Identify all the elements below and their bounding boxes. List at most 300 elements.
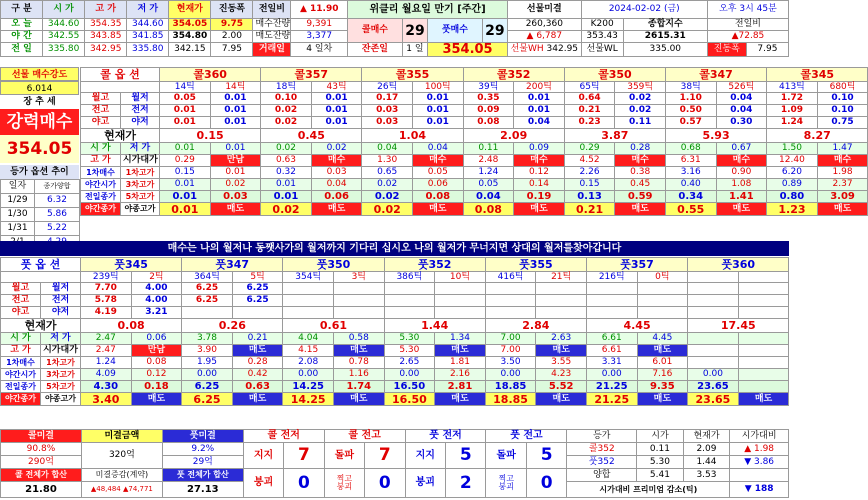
goga-value: 0.63: [261, 155, 312, 167]
lvl-label2: 5차고가: [121, 191, 160, 203]
goga-value: 2.48: [463, 155, 514, 167]
lvl-value: 0.00: [586, 369, 637, 381]
block-v2: 0: [284, 469, 324, 498]
tick-count-2: 200틱: [514, 82, 565, 93]
level-value: [485, 307, 536, 319]
lvl-value: 0.12: [131, 369, 182, 381]
level-value: 6.25: [232, 283, 283, 295]
trend-label: 장 추 세: [23, 97, 56, 107]
level-value: 0.01: [412, 117, 463, 129]
l4-signal: 매도: [311, 203, 362, 216]
eq-sgdb-label: 시가대비: [730, 430, 789, 443]
call-options-table: [80, 67, 868, 216]
lvl-value: 1.16: [333, 369, 384, 381]
l4-value: 14.25: [283, 393, 334, 406]
level-value: 0.01: [210, 117, 261, 129]
goga-signal: 만남: [210, 155, 261, 167]
level-label: 전저: [121, 105, 160, 117]
goga-value: 5.30: [384, 345, 435, 357]
level-value: 7.70: [81, 283, 132, 295]
buy-remain: 9,391: [291, 19, 348, 31]
buy-remain-label: 매수잔량: [253, 19, 291, 31]
level-value: [333, 307, 384, 319]
trend-sum: 5.22: [35, 222, 80, 236]
level-value: 0.04: [514, 117, 565, 129]
cur-price: 8.27: [767, 129, 868, 143]
level-value: 0.35: [463, 93, 514, 105]
cur-price: 0.45: [261, 129, 362, 143]
block-l1: 돌파: [324, 443, 364, 469]
lvl-label: 야간시가: [1, 369, 41, 381]
strike-name: 콜347: [665, 68, 766, 82]
lvl-value: [738, 357, 789, 369]
lvl-value: 3.09: [817, 191, 868, 203]
tick-count-2: 5틱: [232, 272, 283, 283]
block-title: 풋 전저: [405, 430, 486, 443]
siga-jeoga-value: 0.01: [210, 143, 261, 155]
kospi-value: 2615.31: [623, 31, 707, 43]
tick-count-2: 0틱: [637, 272, 688, 283]
trend-value: 강력매수: [0, 109, 79, 135]
level-value: 0.05: [160, 93, 211, 105]
goga-value: 0.29: [160, 155, 211, 167]
lvl-value: 5.52: [536, 381, 587, 393]
level-value: [384, 307, 435, 319]
level-value: 0.64: [564, 93, 615, 105]
trend-date: 1/30: [1, 208, 35, 222]
l4-signal: 매도: [716, 203, 767, 216]
lvl-value: 18.85: [485, 381, 536, 393]
strike-name: 풋347: [182, 258, 283, 272]
level-value: 0.10: [817, 105, 868, 117]
cur-price: 2.84: [485, 319, 586, 333]
level-value: [688, 295, 739, 307]
level-value: 1.09: [767, 105, 818, 117]
lvl-value: 0.59: [615, 191, 666, 203]
level-value: 6.25: [232, 295, 283, 307]
tick-count-2: 359틱: [615, 82, 666, 93]
siga-jeoga-value: 0.67: [716, 143, 767, 155]
siga-jeoga-value: 0.02: [261, 143, 312, 155]
l4-value: 21.25: [586, 393, 637, 406]
lvl-value: 0.01: [261, 191, 312, 203]
level-value: 0.08: [463, 117, 514, 129]
goga-signal: 매도: [333, 345, 384, 357]
level-value: [586, 295, 637, 307]
put-prem-label: 풋 전체가 합산: [162, 469, 243, 482]
level-value: 0.57: [665, 117, 716, 129]
date-display: 2024-02-02 (금): [581, 1, 707, 19]
lvl-label: 전일종가: [1, 381, 41, 393]
lvl-value: 0.15: [160, 167, 211, 179]
l4-value: 0.55: [665, 203, 716, 216]
volume-value: 4 일차: [291, 43, 348, 57]
col-gubun: 구 분: [1, 1, 43, 19]
level-value: 0.10: [261, 93, 312, 105]
lvl-value: 0.78: [333, 357, 384, 369]
eq-call-diff: ▲ 1.98: [730, 443, 789, 456]
volume-label: 거래일: [253, 43, 291, 57]
eq-siga-label: 시가: [637, 430, 684, 443]
trend-date: 1/29: [1, 194, 35, 208]
level-value: [435, 283, 486, 295]
lvl-value: 0.19: [514, 191, 565, 203]
goga-label: 고 가: [81, 155, 121, 167]
lvl-value: 4.30: [81, 381, 132, 393]
lvl-value: 0.00: [182, 369, 233, 381]
lvl-value: 0.63: [232, 381, 283, 393]
tick-count-1: 26틱: [362, 82, 413, 93]
level-value: 1.24: [767, 117, 818, 129]
siga-jeoga-value: [688, 333, 739, 345]
tick-count-2: 2틱: [131, 272, 182, 283]
l4-signal: 매도: [333, 393, 384, 406]
level-value: [738, 283, 789, 295]
lvl-value: 7.16: [637, 369, 688, 381]
lvl-value: 0.05: [463, 179, 514, 191]
goga-label: 고 가: [1, 345, 41, 357]
level-value: [283, 307, 334, 319]
level-value: 0.01: [412, 93, 463, 105]
l4-label2: 야종고가: [121, 203, 160, 216]
lvl-value: 0.12: [514, 167, 565, 179]
level-value: 0.09: [463, 105, 514, 117]
lvl-value: 0.03: [210, 191, 261, 203]
block-v1: 5: [526, 443, 566, 469]
jindong2-label: 진동폭: [707, 43, 746, 57]
siga-jeoga-value: 1.50: [767, 143, 818, 155]
night-siga: 342.55: [43, 31, 85, 43]
lvl-value: 2.08: [283, 357, 334, 369]
level-value: 0.04: [716, 105, 767, 117]
siga-jeoga-value: 0.21: [232, 333, 283, 345]
lvl-value: 1.24: [81, 357, 132, 369]
reg-trend-label: 등가 옵션 추이: [0, 165, 79, 179]
eq-label: 등가: [567, 430, 637, 443]
kospi-change: ▲72.85: [707, 31, 788, 43]
level-value: 0.04: [716, 93, 767, 105]
lvl-value: 0.04: [311, 179, 362, 191]
tick-count-2: 526틱: [716, 82, 767, 93]
wh-value: 342.95: [546, 44, 579, 54]
eq-sum-cur: 3.53: [683, 469, 730, 482]
lvl-value: 6.20: [767, 167, 818, 179]
lvl-label2: 5차고가: [41, 381, 81, 393]
level-value: 4.19: [81, 307, 132, 319]
lvl-label: 1차매수: [1, 357, 41, 369]
wh-label-wrap: [508, 43, 582, 57]
lvl-value: 0.06: [311, 191, 362, 203]
cur-price: 0.26: [182, 319, 283, 333]
lvl-value: 0.02: [210, 179, 261, 191]
block-v2: 0: [526, 469, 566, 498]
lvl-value: 2.81: [435, 381, 486, 393]
lvl-value: 3.16: [665, 167, 716, 179]
lvl-value: 1.24: [463, 167, 514, 179]
futures-change: ▲ 6,787: [508, 31, 582, 43]
siga-jeoga-value: 5.30: [384, 333, 435, 345]
lvl-value: 2.37: [817, 179, 868, 191]
lvl-value: 0.06: [412, 179, 463, 191]
top-header: [0, 0, 789, 66]
l4-value: 0.02: [362, 203, 413, 216]
goga-signal: 매도: [536, 345, 587, 357]
level-value: [283, 295, 334, 307]
level-value: 0.01: [210, 105, 261, 117]
tick-count-1: 386틱: [384, 272, 435, 283]
lvl-value: 6.25: [182, 381, 233, 393]
level-value: 0.01: [311, 93, 362, 105]
lvl-value: 0.65: [362, 167, 413, 179]
lvl-value: 0.08: [131, 357, 182, 369]
lvl-value: 14.25: [283, 381, 334, 393]
tick-count-1: [688, 272, 739, 283]
level-value: [536, 295, 587, 307]
l4-signal: 매도: [514, 203, 565, 216]
l4-signal: 매도: [210, 203, 261, 216]
level-value: 0.01: [412, 105, 463, 117]
siga-jeoga-value: 0.11: [463, 143, 514, 155]
level-value: 0.01: [311, 117, 362, 129]
cm-up: ▲48,484: [90, 485, 121, 493]
eq-call-siga: 0.11: [637, 443, 684, 456]
block-v1: 5: [446, 443, 486, 469]
goga-signal: 매수: [716, 155, 767, 167]
goga-signal: 만남: [131, 345, 182, 357]
lvl-value: 1.98: [817, 167, 868, 179]
tick-count-1: 18틱: [261, 82, 312, 93]
eq-put-name: 풋352: [567, 456, 637, 469]
tick-count-1: 413틱: [767, 82, 818, 93]
level-value: 0.02: [615, 93, 666, 105]
level-value: 3.21: [131, 307, 182, 319]
l4-value: 18.85: [485, 393, 536, 406]
lvl-value: 3.31: [586, 357, 637, 369]
lvl-label2: 3차고가: [121, 179, 160, 191]
lvl-value: 0.38: [615, 167, 666, 179]
strike-name: 콜360: [160, 68, 261, 82]
lvl-value: 0.01: [210, 167, 261, 179]
cur-price: 0.08: [81, 319, 182, 333]
level-label: 월저: [41, 283, 81, 295]
option-title: 풋 옵 션: [1, 258, 81, 272]
goga-signal: 매도: [232, 345, 283, 357]
jeonil2-label: 전일비: [707, 19, 788, 31]
siga-jeoga-value: 0.29: [564, 143, 615, 155]
level-value: [333, 283, 384, 295]
tick-count-2: 3틱: [333, 272, 384, 283]
level-value: [485, 283, 536, 295]
col-goga: 고 가: [85, 1, 127, 19]
block-title: 콜 전고: [324, 430, 405, 443]
level-value: [738, 295, 789, 307]
siga-jeoga-value: 7.00: [485, 333, 536, 345]
siga-label: 시 가: [1, 333, 41, 345]
lvl-value: 0.15: [564, 179, 615, 191]
left-panel: [0, 67, 79, 255]
block-l2: 붕괴: [243, 469, 283, 498]
strike-name: 풋360: [688, 258, 789, 272]
cur-price: 3.87: [564, 129, 665, 143]
lvl-value: 1.74: [333, 381, 384, 393]
block-l1: 지지: [405, 443, 445, 469]
prev-goga: 342.95: [85, 43, 127, 57]
today-cur: 354.05: [169, 19, 211, 31]
level-value: 0.02: [615, 105, 666, 117]
goga-value: [688, 345, 739, 357]
siga-jeoga-value: 4.45: [637, 333, 688, 345]
level-value: 0.01: [514, 93, 565, 105]
call-buy: 29: [402, 19, 427, 43]
cm-up2: ▲74,771: [123, 485, 153, 493]
level-value: 0.01: [514, 105, 565, 117]
level-value: 0.03: [362, 117, 413, 129]
level-value: 4.00: [131, 283, 182, 295]
pm-pct: 9.2%: [162, 443, 243, 456]
l4-value: 0.08: [463, 203, 514, 216]
cur-price: 17.45: [688, 319, 789, 333]
l4-signal: 매도: [232, 393, 283, 406]
lvl-label2: 3차고가: [41, 369, 81, 381]
level-value: 0.50: [665, 105, 716, 117]
tick-count-1: 38틱: [665, 82, 716, 93]
l4-value: 16.50: [384, 393, 435, 406]
night-jindong: 2.00: [211, 31, 253, 43]
l4-label: 야간종가: [1, 393, 41, 406]
premium-drop-value: ▼ 188: [730, 482, 789, 498]
option-title-spacer: [81, 82, 160, 93]
strike-name: 콜355: [362, 68, 463, 82]
goga-signal: 매도: [435, 345, 486, 357]
level-value: 1.10: [665, 93, 716, 105]
sell-remain: 3,377: [291, 31, 348, 43]
misgyeol-amt-label: 미결금액: [81, 430, 162, 443]
level-value: [688, 283, 739, 295]
level-value: 5.78: [81, 295, 132, 307]
col-jindong: 진동폭: [211, 1, 253, 19]
futures-value: 260,360: [508, 19, 582, 31]
lvl-value: 1.81: [435, 357, 486, 369]
misgyeol-change: [81, 482, 162, 498]
tick-count-2: 680틱: [817, 82, 868, 93]
lvl-value: 16.50: [384, 381, 435, 393]
jeonil-value: ▲ 11.90: [291, 1, 348, 19]
prem-label: 콜 전체가 합산: [1, 469, 82, 482]
lvl-value: 4.09: [81, 369, 132, 381]
tick-count-1: 65틱: [564, 82, 615, 93]
remain-value: 1 일: [402, 43, 427, 57]
night-cur: 354.80: [169, 31, 211, 43]
tick-count-1: 14틱: [160, 82, 211, 93]
lvl-value: 0.01: [160, 179, 211, 191]
level-label: 야고: [1, 307, 41, 319]
level-label: 전고: [81, 105, 121, 117]
cur-price: 5.93: [665, 129, 766, 143]
put-misgyeol-label: 풋미결: [162, 430, 243, 443]
lvl-value: 0.03: [311, 167, 362, 179]
block-l2: 붕괴: [405, 469, 445, 498]
tick-count-1: 354틱: [283, 272, 334, 283]
level-label: 전고: [1, 295, 41, 307]
lvl-value: 0.00: [485, 369, 536, 381]
today-goga: 354.35: [85, 19, 127, 31]
lvl-value: 0.02: [362, 191, 413, 203]
lvl-value: 1.41: [716, 191, 767, 203]
cur-price: 4.45: [586, 319, 687, 333]
goga-value: 2.47: [81, 345, 132, 357]
level-value: [536, 283, 587, 295]
goga-signal: 매수: [412, 155, 463, 167]
lvl-label2: 1차고가: [121, 167, 160, 179]
lvl-value: 0.32: [261, 167, 312, 179]
l4-signal: 매도: [615, 203, 666, 216]
level-value: [586, 307, 637, 319]
level-value: 0.21: [564, 105, 615, 117]
cur-price: 1.04: [362, 129, 463, 143]
wl-value: 335.00: [623, 43, 707, 57]
level-value: [435, 295, 486, 307]
wh-label: 선물WH: [510, 44, 544, 54]
level-label: 월고: [1, 283, 41, 295]
l4-value: 23.65: [688, 393, 739, 406]
goga-value: 4.15: [283, 345, 334, 357]
tick-count-2: [738, 272, 789, 283]
night-goga: 343.85: [85, 31, 127, 43]
lvl-value: 0.18: [131, 381, 182, 393]
level-value: [485, 295, 536, 307]
block-l2: 찍고 붕괴: [324, 469, 364, 498]
tick-count-1: 239틱: [81, 272, 132, 283]
level-value: [586, 283, 637, 295]
jeoga-label: 저 가: [121, 143, 160, 155]
row-label-today: 오 늘: [1, 19, 43, 31]
goga-value: 6.61: [586, 345, 637, 357]
lvl-value: 0.00: [384, 369, 435, 381]
cur-price: 2.09: [463, 129, 564, 143]
block-v2: 2: [446, 469, 486, 498]
lvl-value: 2.16: [435, 369, 486, 381]
lvl-label: 전일종가: [81, 191, 121, 203]
row-label-night: 야 간: [1, 31, 43, 43]
strength-label: 선물 매수강도: [0, 67, 79, 81]
goga-signal: 매수: [514, 155, 565, 167]
lvl-value: [738, 369, 789, 381]
lvl-value: 0.08: [412, 191, 463, 203]
lvl-label: 1차매수: [81, 167, 121, 179]
strike-name: 콜345: [767, 68, 868, 82]
tick-count-1: 39틱: [463, 82, 514, 93]
level-value: 0.02: [261, 117, 312, 129]
prev-cur: 342.15: [169, 43, 211, 57]
level-value: 0.01: [160, 105, 211, 117]
cur-label: 현재가: [81, 129, 160, 143]
siga-jeoga-value: 2.47: [81, 333, 132, 345]
tick-count-2: 43틱: [311, 82, 362, 93]
block-v1: 7: [365, 443, 405, 469]
trend-sum-header: 종가양합: [35, 180, 80, 194]
block-l1: 지지: [243, 443, 283, 469]
eq-call-cur: 2.09: [683, 443, 730, 456]
call-buy-label: 콜매수: [348, 19, 403, 43]
strike-name: 콜357: [261, 68, 362, 82]
level-value: [637, 307, 688, 319]
eq-put-siga: 5.30: [637, 456, 684, 469]
l4-signal: 매도: [131, 393, 182, 406]
lvl-label: 야간시가: [81, 179, 121, 191]
tick-count-1: 416틱: [485, 272, 536, 283]
lvl-value: 0.28: [232, 357, 283, 369]
level-label: 월저: [121, 93, 160, 105]
